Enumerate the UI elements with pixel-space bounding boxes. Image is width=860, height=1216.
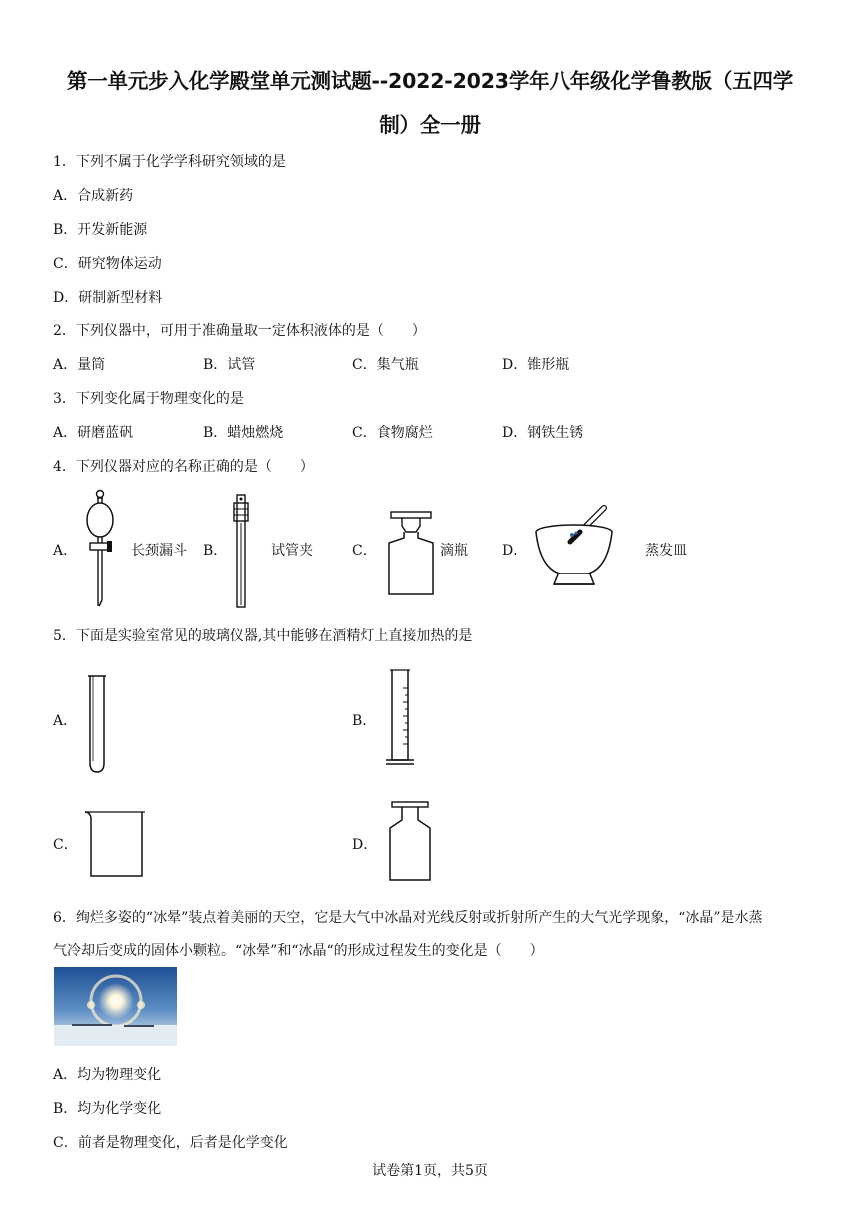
q5-stem: 5．下面是实验室常见的玻璃仪器,其中能够在酒精灯上直接加热的是	[53, 628, 473, 644]
q1-option-d: D．研制新型材料	[53, 290, 163, 306]
q4-option-a-name: 长颈漏斗	[131, 543, 187, 559]
q4-option-d-letter: D．	[502, 543, 528, 559]
mortar-and-pestle-figure	[532, 500, 616, 592]
q4-option-a-letter: A．	[53, 543, 78, 559]
page-title-line2: 制）全一册	[379, 113, 481, 137]
beaker-figure	[82, 808, 148, 880]
page-footer: 试卷第1页，共5页	[372, 1163, 488, 1179]
q6-option-c: C．前者是物理变化，后者是化学变化	[53, 1135, 288, 1151]
ice-halo-photo	[54, 967, 177, 1046]
q4-option-c-letter: C．	[352, 543, 377, 559]
q5-option-b-letter: B．	[352, 713, 377, 729]
q4-option-b-letter: B．	[203, 543, 228, 559]
q3-option-b: B．蜡烛燃烧	[203, 425, 284, 441]
q5-option-d-letter: D．	[352, 837, 378, 853]
q4-option-c-name: 滴瓶	[440, 543, 468, 559]
q3-option-a: A．研磨蓝矾	[53, 425, 134, 441]
wide-mouth-bottle-figure	[386, 800, 434, 882]
q6-option-b: B．均为化学变化	[53, 1101, 162, 1117]
q6-stem-line2: 气冷却后变成的固体小颗粒。“冰晕”和“冰晶“的形成过程发生的变化是（ ）	[53, 943, 544, 959]
q2-option-a: A．量筒	[53, 357, 106, 373]
q5-option-c-letter: C．	[53, 837, 78, 853]
q1-stem: 1．下列不属于化学学科研究领域的是	[53, 154, 286, 170]
page-title-line1: 第一单元步入化学殿堂单元测试题--2022-2023学年八年级化学鲁教版（五四学	[66, 69, 794, 93]
q4-stem: 4．下列仪器对应的名称正确的是（ ）	[53, 459, 314, 475]
reagent-bottle-figure	[383, 510, 439, 596]
q2-option-c: C．集气瓶	[352, 357, 419, 373]
q3-option-d: D．钢铁生锈	[502, 425, 584, 441]
graduated-cylinder-figure	[382, 668, 418, 770]
q1-option-b: B．开发新能源	[53, 222, 148, 238]
q3-option-c: C．食物腐烂	[352, 425, 433, 441]
q1-option-a: A．合成新药	[53, 188, 134, 204]
test-tube-figure	[86, 673, 108, 775]
q4-option-b-name: 试管夹	[271, 543, 313, 559]
q6-option-a: A．均为物理变化	[53, 1067, 162, 1083]
q1-option-c: C．研究物体运动	[53, 256, 162, 272]
q3-stem: 3．下列变化属于物理变化的是	[53, 391, 244, 407]
separatory-funnel-figure	[80, 488, 120, 610]
q2-option-d: D．锥形瓶	[502, 357, 570, 373]
q2-stem: 2．下列仪器中，可用于准确量取一定体积液体的是（ ）	[53, 323, 426, 339]
q2-option-b: B．试管	[203, 357, 256, 373]
q6-stem-line1: 6．绚烂多姿的“冰晕”装点着美丽的天空，它是大气中冰晶对光线反射或折射所产生的大气光学现象，“冰晶”是水蒸	[53, 910, 763, 926]
q4-option-d-name: 蒸发皿	[645, 543, 687, 559]
test-tube-clamp-figure	[228, 493, 254, 609]
q5-option-a-letter: A．	[53, 713, 78, 729]
